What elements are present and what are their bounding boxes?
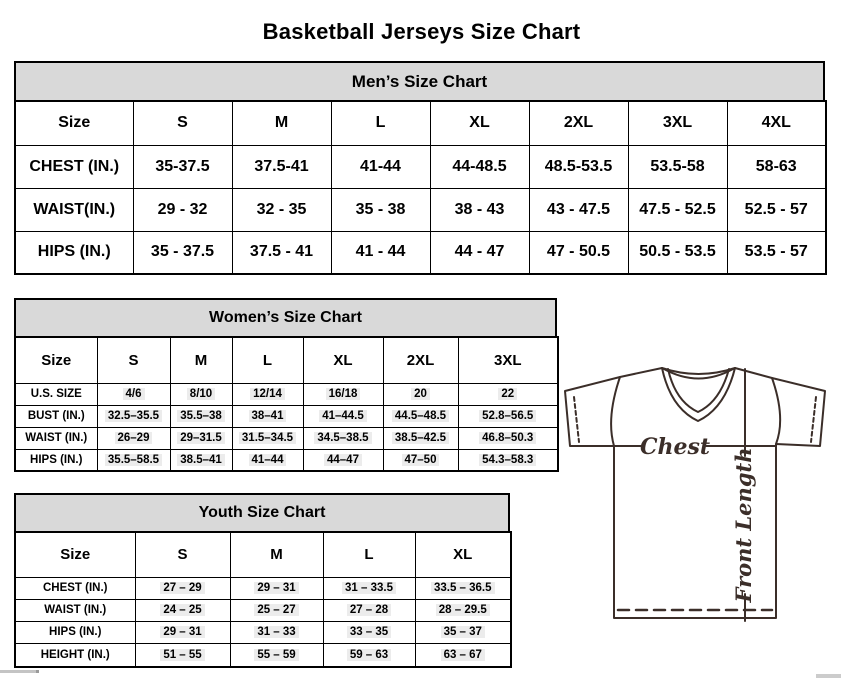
measurement-value: 54.3–58.3 [479, 454, 536, 466]
size-column-header: L [232, 337, 303, 383]
measurement-value: 47–50 [402, 454, 440, 466]
measurement-value-cell [323, 643, 415, 667]
measurement-value-cell: 35-37.5 [133, 145, 232, 188]
measurement-label: U.S. SIZE [15, 383, 97, 405]
measurement-value-cell [135, 599, 230, 621]
measurement-value-cell: 47.5 - 52.5 [628, 188, 727, 231]
measurement-value: 27 – 29 [160, 582, 204, 594]
measurement-value-cell [230, 599, 323, 621]
size-column-header: S [97, 337, 170, 383]
size-column-header: 2XL [529, 101, 628, 145]
measurement-value-cell [383, 405, 458, 427]
measurement-value: 29 – 31 [254, 582, 298, 594]
measurement-value: 27 – 28 [347, 604, 391, 616]
size-column-header: 4XL [727, 101, 826, 145]
measurement-value: 22 [498, 388, 517, 400]
measurement-value: 34.5–38.5 [314, 432, 371, 444]
measurement-value-cell [323, 599, 415, 621]
measurement-row [15, 188, 826, 231]
measurement-value-cell [232, 383, 303, 405]
measurement-value: 25 – 27 [254, 604, 298, 616]
measurement-label: CHEST (IN.) [15, 145, 133, 188]
size-column-header: M [230, 532, 323, 577]
size-column-header: S [133, 101, 232, 145]
measurement-value-cell [232, 427, 303, 449]
measurement-value-cell [458, 449, 558, 471]
measurement-value-cell [383, 383, 458, 405]
size-column-header: M [170, 337, 232, 383]
measurement-value: 26–29 [115, 432, 153, 444]
measurement-value-cell [135, 577, 230, 599]
size-label-header: Size [15, 337, 97, 383]
measurement-label: BUST (IN.) [15, 405, 97, 427]
measurement-value-cell [97, 383, 170, 405]
horizontal-scrollbar-fragment-right[interactable] [816, 674, 841, 678]
size-column-header: 2XL [383, 337, 458, 383]
measurement-value: 51 – 55 [160, 649, 204, 661]
size-column-header: 3XL [458, 337, 558, 383]
size-column-header: L [323, 532, 415, 577]
measurement-value-cell [415, 577, 511, 599]
measurement-label: HEIGHT (IN.) [15, 643, 135, 667]
measurement-value-cell [383, 449, 458, 471]
measurement-row [15, 383, 558, 405]
measurement-value-cell: 38 - 43 [430, 188, 529, 231]
measurement-value-cell [230, 621, 323, 643]
measurement-value-cell [232, 405, 303, 427]
measurement-row [15, 449, 558, 471]
measurement-label: HIPS (IN.) [15, 449, 97, 471]
measurement-value: 38.5–42.5 [392, 432, 449, 444]
left-armhole-seam [611, 377, 620, 446]
measurement-value: 20 [411, 388, 430, 400]
youth-size-table [14, 531, 512, 668]
measurement-value-cell: 58-63 [727, 145, 826, 188]
measurement-value: 12/14 [250, 388, 285, 400]
size-header-row [15, 337, 558, 383]
measurement-value-cell [97, 427, 170, 449]
measurement-value-cell [415, 643, 511, 667]
jersey-outline [565, 368, 825, 618]
measurement-value-cell [303, 449, 383, 471]
measurement-label: CHEST (IN.) [15, 577, 135, 599]
measurement-value: 44.5–48.5 [392, 410, 449, 422]
measurement-value-cell: 52.5 - 57 [727, 188, 826, 231]
size-column-header: 3XL [628, 101, 727, 145]
measurement-value-cell [97, 405, 170, 427]
measurement-value-cell [170, 449, 232, 471]
measurement-value-cell [170, 427, 232, 449]
measurement-value-cell: 48.5-53.5 [529, 145, 628, 188]
measurement-value: 28 – 29.5 [436, 604, 490, 616]
measurement-value-cell [230, 643, 323, 667]
size-column-header: L [331, 101, 430, 145]
measurement-value: 4/6 [123, 388, 145, 400]
measurement-value-cell [230, 577, 323, 599]
youth-size-chart-section [14, 493, 510, 668]
page-title: Basketball Jerseys Size Chart [262, 18, 581, 44]
measurement-value-cell: 41 - 44 [331, 231, 430, 274]
youth-chart-title: Youth Size Chart [14, 493, 510, 533]
measurement-value-cell: 37.5-41 [232, 145, 331, 188]
measurement-value-cell [303, 405, 383, 427]
mens-chart-title: Men’s Size Chart [14, 61, 825, 102]
measurement-value: 38–41 [249, 410, 287, 422]
measurement-value: 46.8–50.3 [479, 432, 536, 444]
measurement-value-cell: 53.5-58 [628, 145, 727, 188]
measurement-value-cell [170, 383, 232, 405]
chest-label: Chest [639, 434, 711, 460]
size-column-header: S [135, 532, 230, 577]
womens-chart-title: Women’s Size Chart [14, 298, 557, 338]
measurement-value-cell: 47 - 50.5 [529, 231, 628, 274]
size-column-header: XL [430, 101, 529, 145]
measurement-value-cell: 29 - 32 [133, 188, 232, 231]
measurement-value: 63 – 67 [441, 649, 485, 661]
measurement-value: 29 – 31 [160, 626, 204, 638]
measurement-row [15, 577, 511, 599]
size-column-header: XL [415, 532, 511, 577]
measurement-value: 31.5–34.5 [239, 432, 296, 444]
size-header-row [15, 101, 826, 145]
measurement-value-cell [383, 427, 458, 449]
vneck-outer [662, 368, 735, 421]
left-cuff-dashes [574, 397, 579, 442]
size-header-row [15, 532, 511, 577]
measurement-value: 38.5–41 [177, 454, 225, 466]
measurement-row [15, 643, 511, 667]
measurement-value: 52.8–56.5 [479, 410, 536, 422]
measurement-label: WAIST (IN.) [15, 427, 97, 449]
measurement-value-cell [458, 405, 558, 427]
measurement-label: WAIST (IN.) [15, 599, 135, 621]
measurement-row [15, 405, 558, 427]
measurement-value: 33.5 – 36.5 [431, 582, 495, 594]
measurement-value: 8/10 [187, 388, 215, 400]
measurement-value: 31 – 33 [254, 626, 298, 638]
measurement-value-cell [232, 449, 303, 471]
size-label-header: Size [15, 532, 135, 577]
right-armhole-seam [772, 378, 780, 444]
measurement-value: 59 – 63 [347, 649, 391, 661]
measurement-value-cell: 35 - 37.5 [133, 231, 232, 274]
measurement-label: HIPS (IN.) [15, 621, 135, 643]
size-column-header: M [232, 101, 331, 145]
measurement-value-cell [303, 427, 383, 449]
measurement-value-cell [323, 577, 415, 599]
measurement-row [15, 231, 826, 274]
measurement-value-cell: 44 - 47 [430, 231, 529, 274]
measurement-value-cell [323, 621, 415, 643]
measurement-value-cell: 43 - 47.5 [529, 188, 628, 231]
measurement-value: 32.5–35.5 [105, 410, 162, 422]
measurement-row [15, 599, 511, 621]
measurement-value-cell [135, 621, 230, 643]
womens-size-chart-section [14, 298, 557, 472]
measurement-row [15, 621, 511, 643]
measurement-value-cell [97, 449, 170, 471]
measurement-value-cell [135, 643, 230, 667]
measurement-value-cell: 37.5 - 41 [232, 231, 331, 274]
measurement-value-cell: 44-48.5 [430, 145, 529, 188]
measurement-value: 44–47 [324, 454, 362, 466]
measurement-value: 41–44 [249, 454, 287, 466]
size-label-header: Size [15, 101, 133, 145]
measurement-value: 31 – 33.5 [342, 582, 396, 594]
measurement-value: 35.5–58.5 [105, 454, 162, 466]
measurement-value-cell [303, 383, 383, 405]
measurement-value: 55 – 59 [254, 649, 298, 661]
measurement-value: 33 – 35 [347, 626, 391, 638]
mens-size-chart-section [14, 61, 825, 275]
measurement-value: 41–44.5 [319, 410, 367, 422]
measurement-value: 24 – 25 [160, 604, 204, 616]
measurement-value-cell: 35 - 38 [331, 188, 430, 231]
measurement-value-cell [458, 427, 558, 449]
measurement-value: 35 – 37 [441, 626, 485, 638]
measurement-value-cell [170, 405, 232, 427]
horizontal-scrollbar-fragment-left[interactable] [0, 670, 39, 673]
jersey-measurement-diagram [556, 360, 841, 624]
front-length-label: Front Length [731, 447, 756, 603]
measurement-value-cell: 32 - 35 [232, 188, 331, 231]
right-cuff-dashes [811, 397, 816, 442]
measurement-value: 16/18 [326, 388, 361, 400]
womens-size-table [14, 336, 559, 472]
measurement-label: WAIST(IN.) [15, 188, 133, 231]
measurement-value-cell [415, 621, 511, 643]
size-column-header: XL [303, 337, 383, 383]
measurement-value-cell: 50.5 - 53.5 [628, 231, 727, 274]
measurement-value-cell: 53.5 - 57 [727, 231, 826, 274]
measurement-value-cell: 41-44 [331, 145, 430, 188]
measurement-row [15, 145, 826, 188]
measurement-value-cell [458, 383, 558, 405]
mens-size-table [14, 100, 827, 275]
measurement-label: HIPS (IN.) [15, 231, 133, 274]
measurement-value: 35.5–38 [177, 410, 225, 422]
measurement-row [15, 427, 558, 449]
measurement-value-cell [415, 599, 511, 621]
measurement-value: 29–31.5 [177, 432, 225, 444]
